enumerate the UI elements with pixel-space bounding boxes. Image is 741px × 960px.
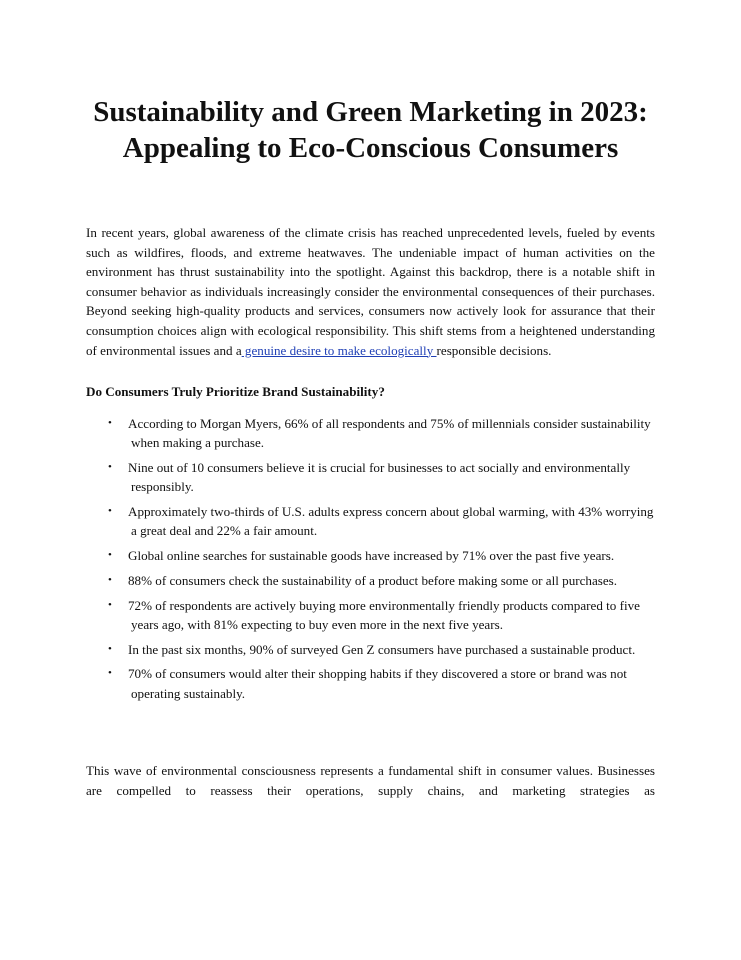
bullet-icon: •	[108, 417, 112, 429]
document-title: Sustainability and Green Marketing in 2023: Appealing to Eco-Conscious Consumers	[93, 96, 648, 164]
list-item	[86, 502, 661, 540]
list-item	[86, 640, 661, 659]
bullet-icon: •	[108, 573, 112, 586]
bullet-icon: •	[108, 667, 112, 680]
list-item-text: Approximately two-thirds of U.S. adults express concern about global warming, with 43% worrying a great deal and 22% a fair amount.	[128, 504, 654, 539]
list-item	[86, 458, 661, 496]
list-item-text: Global online searches for sustainable goods have increased by 71% over the past five years.	[128, 548, 615, 563]
bullet-icon: •	[108, 461, 112, 473]
intro-link[interactable]: genuine desire to make ecologically	[241, 342, 437, 358]
intro-text: In recent years, global awareness of the climate crisis has reached unprecedented levels, fueled by events such as wildfires, floods, and extreme heatwaves. The undeniable impact of human activities on the environment has thrust sustainability into the spotlight. Against this backdrop, there is a notable shift in consumer behavior as individuals increasingly consider the environmental consequences of their purchases. Beyond seeking high-quality products and services, consumers now actively look for assurance that their consumption choices align with ecological responsibility. This shift stems from a heightened understanding of environmental issues and a	[86, 225, 655, 358]
list-item	[86, 414, 661, 452]
list-item-text: In the past six months, 90% of surveyed Gen Z consumers have purchased a sustainable product.	[128, 641, 636, 657]
list-item-text: 88% of consumers check the sustainability of a product before making some or all purchases.	[128, 572, 618, 588]
intro-paragraph	[86, 223, 655, 360]
list-item-text: 72% of respondents are actively buying more environmentally friendly products compared to five years ago, with 81% expecting to buy even more in the next five years.	[128, 597, 640, 632]
list-item-text: 70% of consumers would alter their shopping habits if they discovered a store or brand was not operating sustainably.	[128, 666, 627, 701]
closing-paragraph: This wave of environmental consciousness represents a fundamental shift in consumer values. Businesses are compelled to reassess their operations, supply chains, and marketing strategies as	[86, 763, 655, 798]
list-item	[86, 596, 661, 634]
bullet-icon: •	[108, 642, 112, 655]
list-item	[86, 546, 661, 565]
section-heading: Do Consumers Truly Prioritize Brand Sustainability?	[86, 384, 385, 399]
list-item	[86, 571, 661, 590]
bullet-icon: •	[108, 598, 112, 611]
list-item-text: Nine out of 10 consumers believe it is crucial for businesses to act socially and environmentally responsibly.	[128, 460, 631, 495]
intro-text-end: responsible decisions.	[436, 342, 552, 358]
bullet-icon: •	[108, 505, 112, 517]
statistics-list	[86, 414, 661, 708]
bullet-icon: •	[108, 549, 112, 561]
list-item-text: According to Morgan Myers, 66% of all respondents and 75% of millennials consider sustainability when making a purchase.	[128, 416, 651, 451]
list-item	[86, 664, 661, 702]
